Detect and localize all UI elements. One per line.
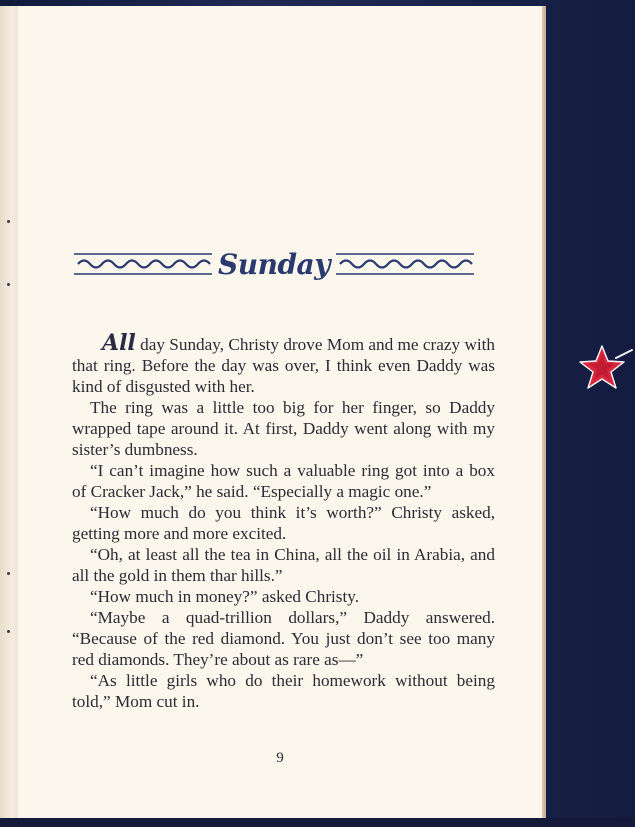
margin-mark xyxy=(7,283,10,286)
bottom-edge xyxy=(0,818,635,827)
margin-mark xyxy=(7,572,10,575)
margin-mark xyxy=(7,630,10,633)
paragraph: “How much do you think it’s worth?” Christy asked, getting more and more excited. xyxy=(72,503,495,543)
chapter-heading xyxy=(74,244,474,284)
chapter-title: Sunday xyxy=(218,247,330,281)
star-sticker-icon xyxy=(576,344,634,396)
book-page xyxy=(18,6,542,818)
paragraph xyxy=(72,330,495,397)
ornamental-rule-right xyxy=(336,249,474,279)
paragraph: The ring was a little too big for her finger, so Daddy wrapped tape around it. At first, Daddy went along with my sister’s dumbness. xyxy=(72,398,495,459)
margin-mark xyxy=(7,220,10,223)
page-edge xyxy=(542,6,546,818)
opening-word: All xyxy=(102,330,136,356)
ornamental-rule-left xyxy=(74,249,212,279)
chapter-body xyxy=(72,330,495,712)
paragraph-text: day Sunday, Christy drove Mom and me crazy with that ring. Before the day was over, I think even Daddy was kind of disgusted with her. xyxy=(72,335,495,396)
page-number: 9 xyxy=(276,750,284,766)
paragraph: “How much in money?” asked Christy. xyxy=(90,587,360,606)
paragraph: “I can’t imagine how such a valuable ring got into a box of Cracker Jack,” he said. “Especially a magic one.” xyxy=(72,461,495,501)
paragraph: “As little girls who do their homework without being told,” Mom cut in. xyxy=(72,671,495,711)
paragraph: “Oh, at least all the tea in China, all the oil in Arabia, and all the gold in them thar hills.” xyxy=(72,545,495,585)
paragraph: “Maybe a quad-trillion dollars,” Daddy answered. “Because of the red diamond. You just don’t see too many red diamonds. They’re about as rare as—” xyxy=(72,608,495,669)
